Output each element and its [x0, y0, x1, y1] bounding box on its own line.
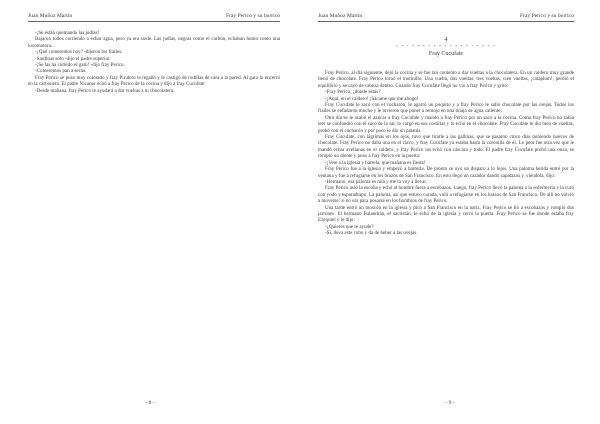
- left-body-text: [28, 30, 280, 94]
- right-body-text: [318, 70, 574, 237]
- left-header-author: Juan Muñoz Martín: [28, 13, 73, 19]
- paragraph: Fray Cucufate, con lágrimas en los ojos, tuvo que tirarle a las gallinas, que se pasaron cinco días poniendo huevos de chocolate. Fray Perico no daba una en el clavo, y fray Cucufate ya estaba hasta la coronilla de él. Lo peor fue otra vez que le mandó echar avellanas en el caldero, y fray Perico las echó con cáscara y todo. El padre fray Cucufate probó una onza, se rompió un diente y puso a fray Perico en la puerta:: [318, 134, 574, 160]
- chapter-number: 4: [444, 36, 448, 43]
- left-running-head: [28, 13, 280, 22]
- right-running-head: [318, 13, 574, 22]
- paragraph: -¡Se las ha comido el gato! -dijo fray Perico.: [35, 62, 125, 69]
- paragraph: Fray Perico asió la escoba y echó al hombre fuera a escobazos. Luego, fray Perico llevó la paloma a la enfermería y la curó con yodo y esparadrapo. La paloma, así que estuvo curada, voló a refugiarse en los brazos de San Francisco. De allí no volvió a moverse: si no era para posarse en los hombros de fray Perico.: [318, 185, 574, 205]
- paragraph: -Fray Perico, ¿dónde estás?: [325, 89, 381, 96]
- paragraph: -¿Quieres que te ayude?: [325, 223, 374, 230]
- paragraph: Una tarde entró un moscón en la iglesia y picó a San Francisco en la nariz. Fray Perico se lió a escobazos y rompió dos jarrones. El hermano Balandrán, el sacristán, le echó de la iglesia y cerró la puerta. Fray Perico se fue donde estaba fray Ezequiel y le dijo:: [318, 204, 574, 224]
- paragraph: Fray Perico, al día siguiente, dejó la cocina y se fue tan contento a dar vueltas a la chocolatera. En un caldero muy grande llenó de chocolate. Fray Perico tornó el molinillo. Una vuelta, dos vueltas, tres vueltas, cien vueltas, ¡cataplum!, perdió el equilibrio y se cayó de cabeza dentro. Cuando fray Cucufate llegó no vio a fray Perico y gritó:: [318, 70, 574, 89]
- right-page-number: - 9 -: [445, 400, 455, 406]
- chapter-heading: [318, 36, 574, 58]
- paragraph: -Sardinas solo -dijo el padre superior.: [35, 55, 111, 62]
- right-header-book-title: Fray Perico y su borrico: [519, 13, 574, 19]
- left-header-book-title: Fray Perico y su borrico: [225, 13, 280, 19]
- paragraph: Otro día se le acabó el azúcar a fray Cucufate y mandó a fray Perico por un saco a la cocina. Como fray Perico no sabía leer se confundió con el saco de la sal, lo cargó en sus costillas y lo echó en el chocolate. Fray Cucufate le dio bien de vueltas, probó con el cucharón y por poco le dio un patatús.: [318, 114, 574, 134]
- paragraph: Fray Perico fue a la iglesia y empezó a barrerla. De pronto se oyó un disparo a lo lejos. Una paloma herida entró por la ventana y fue a refugiarse en los brazos de San Francisco. En esto llegó un cazador dando zapatazos y, viéndola, dijo:: [318, 166, 574, 179]
- chapter-title: Fray Cucufate: [428, 51, 464, 57]
- paragraph: Bajaron todos corriendo a echar agua, pero ya era tarde. Las judías, negras como el carbón, echaban humo como una locomotora...: [28, 36, 280, 49]
- paragraph: -¡Se están quemando las judías!: [35, 30, 100, 36]
- paragraph: -Desde mañana, fray Perico te ayudará a dar vueltas a tu chocolatera.: [35, 87, 175, 94]
- right-page: [300, 0, 600, 424]
- paragraph: -¿Qué comeremos hoy? -dijeron los frailes.: [35, 49, 123, 56]
- paragraph: -¡Vete a la iglesia y bárrela, que mañana es fiesta!: [325, 159, 426, 166]
- chapter-divider: * * * * * * * * * * * * * * * * * * *: [395, 44, 497, 49]
- paragraph: -Comeremos pan a secas.: [35, 68, 87, 75]
- paragraph: Fray Cucufate le sacó con el cucharón, le agarró un poquito y a fray Perico le salió chocolate por las orejas. Todos los frailes se enfadaron mucho y le tuvieron que poner a remojo en una tinaja de agua caliente.: [318, 102, 574, 115]
- left-page-number: - 8 -: [145, 400, 155, 406]
- paragraph: -Sí, lleva este cubo y da de beber a las ovejas.: [325, 230, 418, 237]
- paragraph: -Hermano, esa paloma es mía y me la voy a llevar.: [325, 178, 428, 185]
- paragraph: -¡Aquí, en el caldero! ¡Sácame que me ahogo!: [325, 95, 419, 102]
- paragraph: Fray Perico se puso muy colorado y fray Pirulero le regañó y le castigó de rodillas de cara a la pared. Al gato lo encerró en la carbonera. El padre Nicanor echó a fray Perico de la cocina y dijo a fray Cucufate:: [28, 74, 280, 88]
- right-header-author: Juan Muñoz Martín: [318, 13, 363, 19]
